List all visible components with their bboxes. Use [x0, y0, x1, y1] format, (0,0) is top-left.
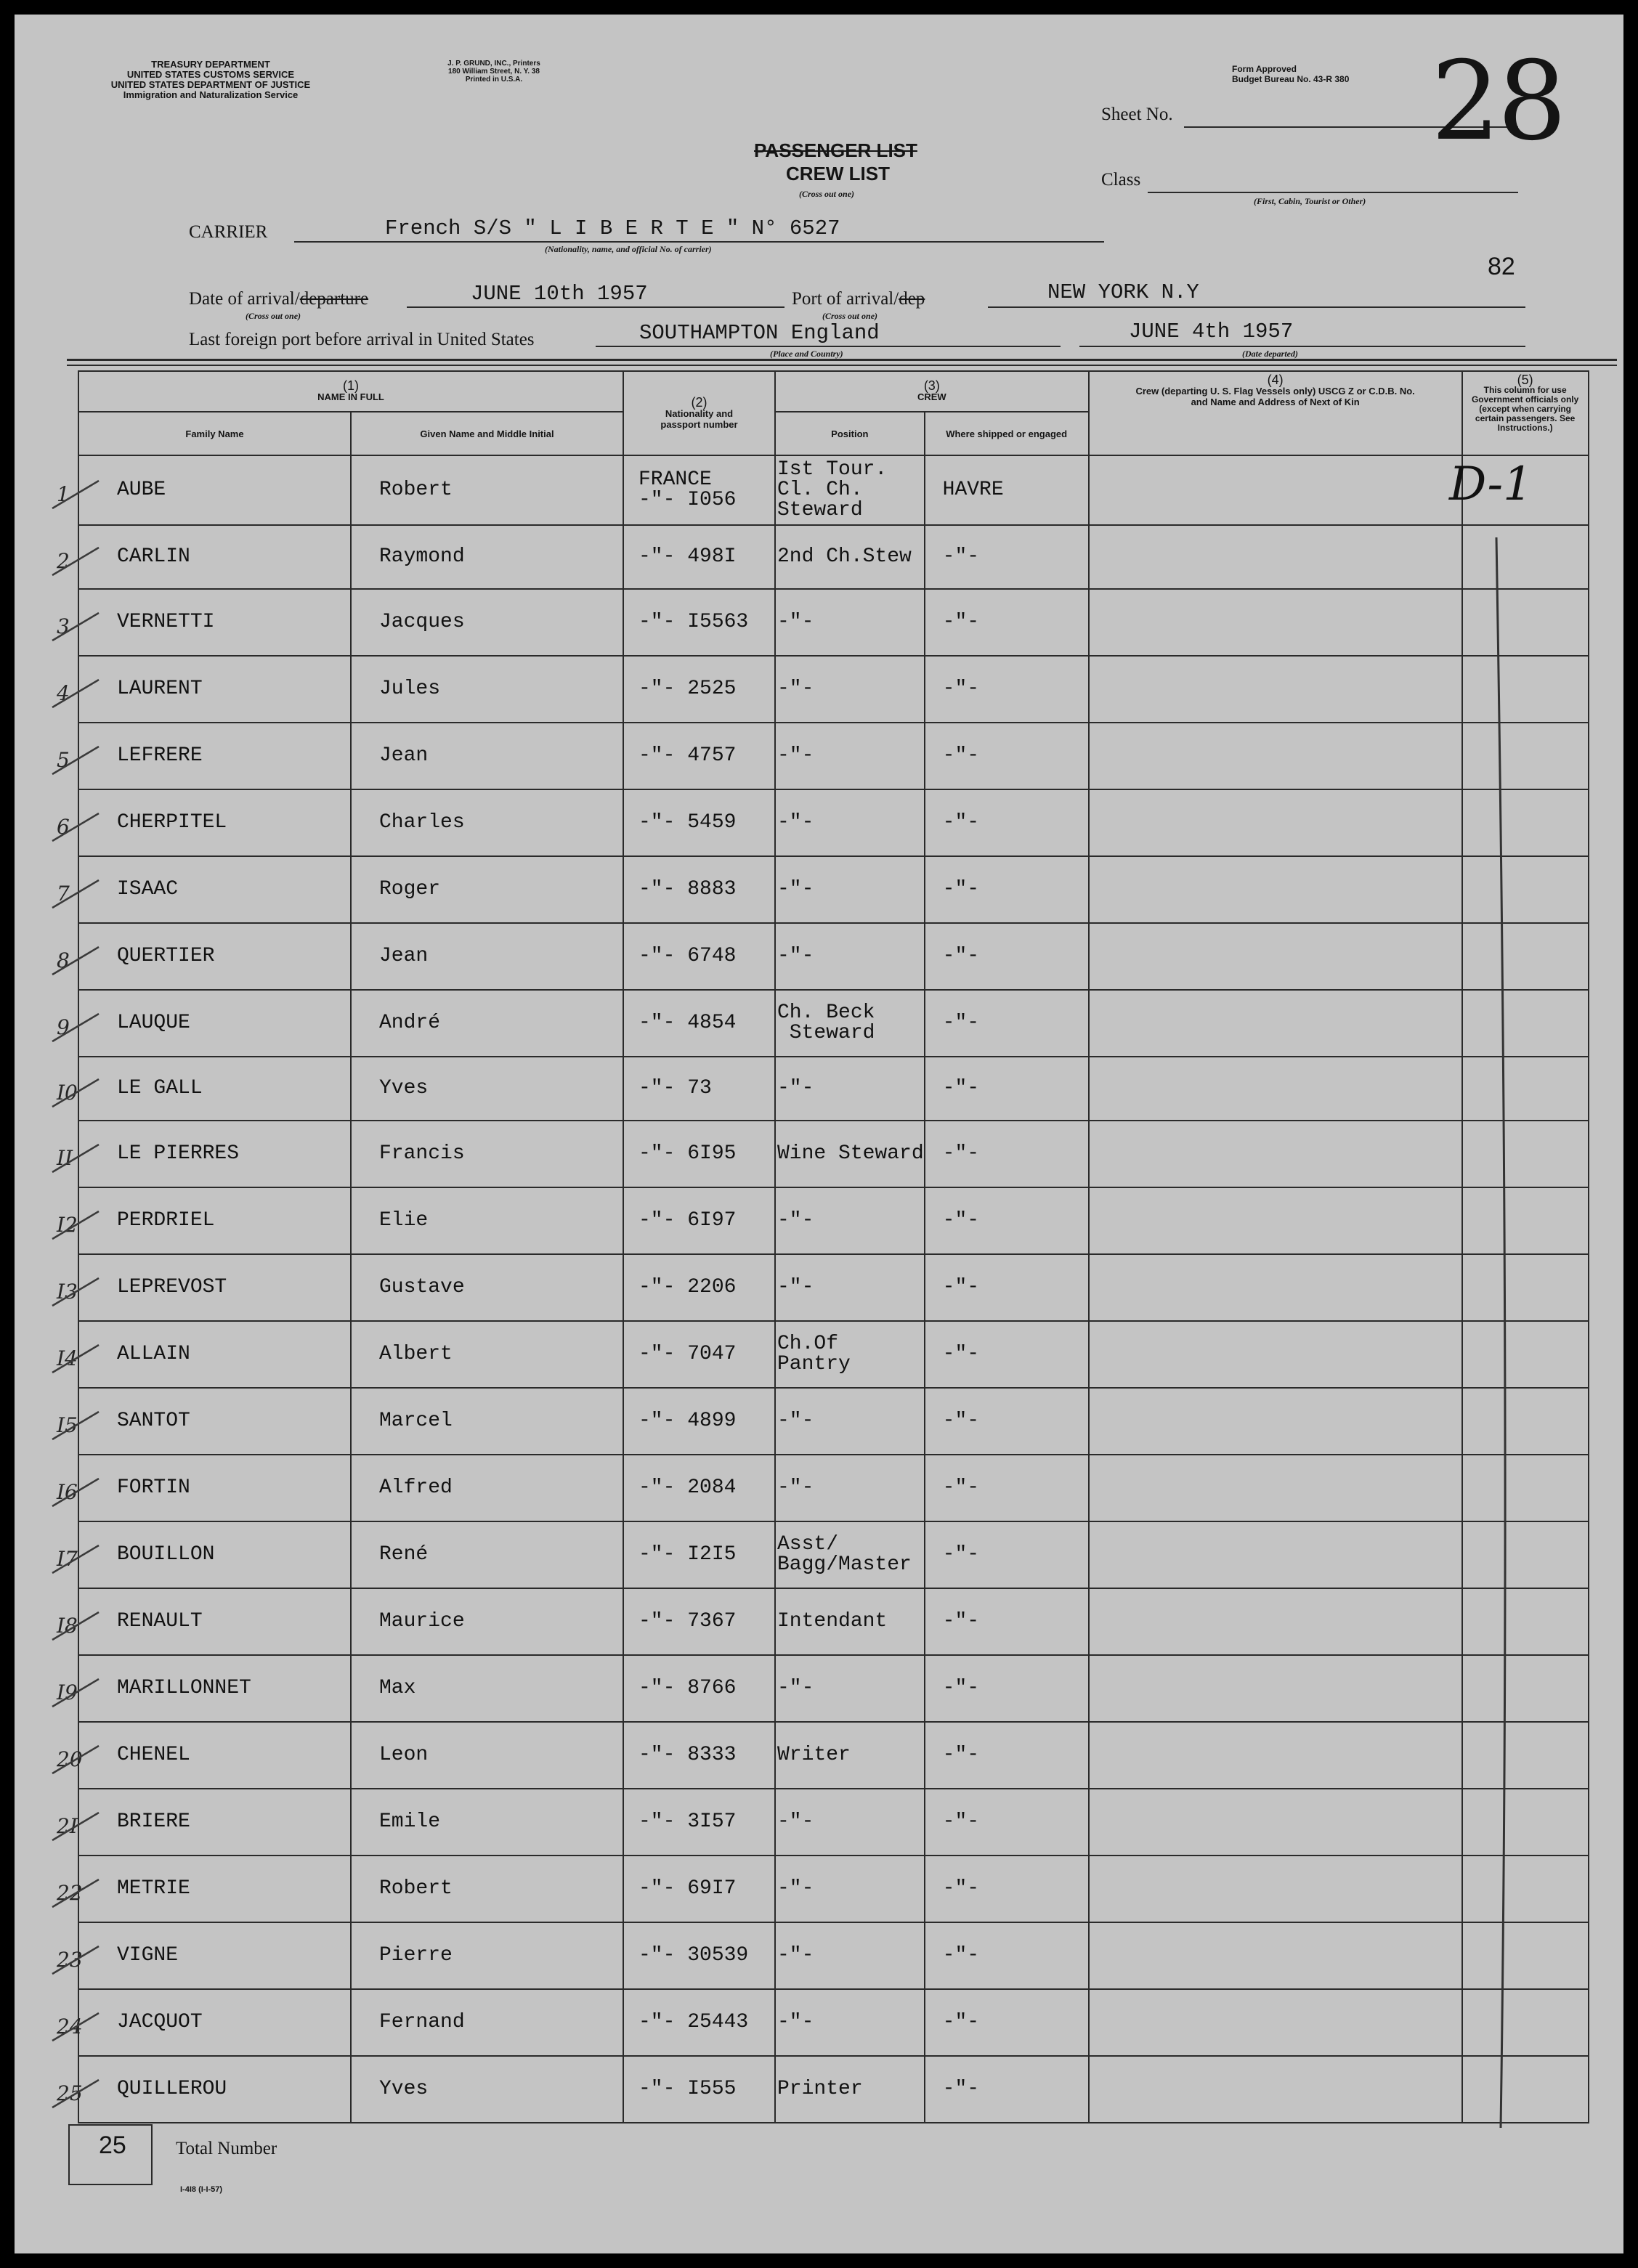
table-row — [78, 1057, 1589, 1121]
passport-cell: -"- 69I7 — [623, 1856, 775, 1922]
shipped-cell: -"- — [925, 1856, 1089, 1922]
form-approved: Form Approved — [1232, 64, 1297, 74]
total-number-value: 25 — [99, 2131, 126, 2159]
position-cell: -"- — [775, 856, 925, 923]
family-name-cell: PERDRIEL — [78, 1187, 351, 1254]
row-number: 2I — [57, 1814, 78, 1838]
col3-number: (3) — [923, 378, 940, 393]
passport-cell: -"- 4899 — [623, 1388, 775, 1455]
position-cell: -"- — [775, 1187, 925, 1254]
shipped-cell: -"- — [925, 656, 1089, 723]
given-name-cell: Robert — [351, 1856, 623, 1922]
row-check-mark — [48, 809, 106, 845]
table-row — [78, 589, 1589, 656]
col3-header — [775, 371, 1089, 412]
date-label-struck: departure — [299, 289, 369, 309]
position-cell: Printer — [775, 2056, 925, 2123]
position-cell: -"- — [775, 1922, 925, 1989]
port-of-arrival-value: NEW YORK N.Y — [1047, 280, 1199, 304]
col5-header — [1462, 371, 1589, 455]
family-name-cell: QUILLEROU — [78, 2056, 351, 2123]
given-name-cell: Pierre — [351, 1922, 623, 1989]
position-cell: -"- — [775, 723, 925, 789]
departed-underline — [1079, 346, 1525, 347]
given-name-cell: Raymond — [351, 525, 623, 589]
family-name-cell: LE GALL — [78, 1057, 351, 1121]
passport-cell: -"- I2I5 — [623, 1521, 775, 1588]
sheet-label: Sheet No. — [1101, 105, 1173, 124]
crew-table-body — [78, 455, 1589, 2123]
row-check-mark — [48, 1808, 106, 1845]
next-of-kin-cell — [1089, 525, 1462, 589]
shipped-cell: -"- — [925, 1388, 1089, 1455]
table-row — [78, 1455, 1589, 1521]
family-name-cell: LAUQUE — [78, 990, 351, 1057]
row-number: 2 — [57, 549, 70, 573]
position-cell: Asst/ Bagg/Master — [775, 1521, 925, 1588]
family-name-cell: MARILLONNET — [78, 1655, 351, 1722]
family-name-cell: LEFRERE — [78, 723, 351, 789]
family-name-cell: VERNETTI — [78, 589, 351, 656]
row-check-mark — [48, 543, 106, 580]
row-check-mark — [48, 2076, 106, 2112]
col4-header — [1089, 371, 1462, 455]
passport-cell: -"- 2206 — [623, 1254, 775, 1321]
row-check-mark — [48, 1474, 106, 1511]
next-of-kin-cell — [1089, 589, 1462, 656]
position-cell: -"- — [775, 1789, 925, 1856]
passport-cell: -"- 6748 — [623, 923, 775, 990]
next-of-kin-cell — [1089, 1588, 1462, 1655]
next-of-kin-cell — [1089, 1856, 1462, 1922]
date-underline — [407, 306, 784, 308]
table-row — [78, 1388, 1589, 1455]
column5-annotation: D-1 — [1449, 458, 1533, 511]
row-number: 9 — [57, 1015, 70, 1039]
shipped-cell: -"- — [925, 1789, 1089, 1856]
shipped-cell: -"- — [925, 856, 1089, 923]
table-row — [78, 455, 1589, 525]
given-name-cell: Emile — [351, 1789, 623, 1856]
passport-cell: FRANCE -"- I056 — [623, 455, 775, 525]
shipped-cell: -"- — [925, 1989, 1089, 2056]
row-check-mark — [48, 609, 106, 645]
row-check-mark — [48, 1608, 106, 1644]
last-port-note: (Place and Country) — [770, 349, 843, 359]
last-port-underline — [596, 346, 1061, 347]
col2-title: Nationality and passport number — [660, 407, 738, 430]
table-row — [78, 1789, 1589, 1856]
row-check-mark — [48, 1274, 106, 1310]
passport-cell: -"- I555 — [623, 2056, 775, 2123]
passenger-list-title: PASSENGER LIST — [754, 139, 917, 161]
family-name-cell: ALLAIN — [78, 1321, 351, 1388]
table-row — [78, 1588, 1589, 1655]
table-row — [78, 789, 1589, 856]
next-of-kin-cell — [1089, 1121, 1462, 1187]
position-cell: -"- — [775, 789, 925, 856]
row-check-mark — [48, 1875, 106, 1911]
table-row — [78, 1989, 1589, 2056]
position-cell: Wine Steward — [775, 1121, 925, 1187]
class-underline — [1148, 192, 1518, 193]
table-row — [78, 856, 1589, 923]
family-name-cell: ISAAC — [78, 856, 351, 923]
given-name-cell: Fernand — [351, 1989, 623, 2056]
shipped-cell: -"- — [925, 1722, 1089, 1789]
agency-line: UNITED STATES CUSTOMS SERVICE — [126, 69, 295, 80]
table-row — [78, 656, 1589, 723]
next-of-kin-cell — [1089, 723, 1462, 789]
position-cell: -"- — [775, 1856, 925, 1922]
position-header: Position — [775, 412, 925, 455]
passport-cell: -"- 4854 — [623, 990, 775, 1057]
col4-number: (4) — [1267, 373, 1284, 387]
passport-cell: -"- 30539 — [623, 1922, 775, 1989]
family-name-header: Family Name — [78, 412, 351, 455]
family-name-cell: AUBE — [78, 455, 351, 525]
family-name-cell: METRIE — [78, 1856, 351, 1922]
agency-line: TREASURY DEPARTMENT — [151, 59, 270, 70]
given-name-cell: Leon — [351, 1722, 623, 1789]
passport-cell: -"- 8333 — [623, 1722, 775, 1789]
agency-line: Immigration and Naturalization Service — [123, 89, 299, 100]
shipped-header: Where shipped or engaged — [925, 412, 1089, 455]
given-name-cell: Francis — [351, 1121, 623, 1187]
passport-cell: -"- 8766 — [623, 1655, 775, 1722]
date-of-arrival-label — [189, 289, 368, 309]
given-name-cell: Alfred — [351, 1455, 623, 1521]
position-cell: Ch. Beck Steward — [775, 990, 925, 1057]
date-departed-value: JUNE 4th 1957 — [1129, 320, 1294, 344]
next-of-kin-cell — [1089, 990, 1462, 1057]
row-number: I4 — [57, 1346, 78, 1370]
next-of-kin-cell — [1089, 1388, 1462, 1455]
family-name-cell: CHERPITEL — [78, 789, 351, 856]
row-check-mark — [48, 1675, 106, 1711]
total-number-label: Total Number — [176, 2139, 277, 2158]
passport-cell: -"- 73 — [623, 1057, 775, 1121]
position-cell: -"- — [775, 1455, 925, 1521]
passport-cell: -"- 25443 — [623, 1989, 775, 2056]
position-cell: -"- — [775, 923, 925, 990]
col3-title: CREW — [917, 391, 946, 402]
shipped-cell: -"- — [925, 1057, 1089, 1121]
date-of-arrival-value: JUNE 10th 1957 — [471, 282, 648, 306]
class-note: (First, Cabin, Tourist or Other) — [1254, 196, 1366, 206]
shipped-cell: HAVRE — [925, 455, 1089, 525]
sheet-number: 28 — [1431, 38, 1564, 165]
position-cell: 2nd Ch.Stew — [775, 525, 925, 589]
given-name-cell: Yves — [351, 2056, 623, 2123]
shipped-cell: -"- — [925, 1922, 1089, 1989]
row-number: I7 — [57, 1547, 78, 1571]
port-underline — [988, 306, 1525, 308]
given-name-cell: Elie — [351, 1187, 623, 1254]
next-of-kin-cell — [1089, 1455, 1462, 1521]
given-name-cell: René — [351, 1521, 623, 1588]
budget-bureau-number: Budget Bureau No. 43-R 380 — [1232, 74, 1350, 84]
position-cell: Writer — [775, 1722, 925, 1789]
crew-list-title: CREW LIST — [786, 163, 890, 184]
given-name-cell: André — [351, 990, 623, 1057]
printer-line: Printed in U.S.A. — [465, 76, 523, 84]
carrier-note: (Nationality, name, and official No. of carrier) — [545, 244, 712, 254]
shipped-cell: -"- — [925, 1521, 1089, 1588]
next-of-kin-cell — [1089, 923, 1462, 990]
given-name-cell: Albert — [351, 1321, 623, 1388]
family-name-cell: VIGNE — [78, 1922, 351, 1989]
table-row — [78, 1187, 1589, 1254]
document-page — [15, 15, 1623, 2253]
passport-cell: -"- 7047 — [623, 1321, 775, 1388]
shipped-cell: -"- — [925, 1254, 1089, 1321]
family-name-cell: LEPREVOST — [78, 1254, 351, 1321]
row-check-mark — [48, 1407, 106, 1444]
family-name-cell: JACQUOT — [78, 1989, 351, 2056]
printer-imprint — [407, 60, 581, 84]
date-label-prefix: Date of arrival/ — [189, 289, 300, 309]
next-of-kin-cell — [1089, 1989, 1462, 2056]
shipped-cell: -"- — [925, 525, 1089, 589]
carrier-underline — [294, 241, 1104, 243]
passport-cell: -"- 7367 — [623, 1588, 775, 1655]
next-of-kin-cell — [1089, 1922, 1462, 1989]
passport-cell: -"- 2525 — [623, 656, 775, 723]
shipped-cell: -"- — [925, 2056, 1089, 2123]
next-of-kin-cell — [1089, 1722, 1462, 1789]
date-cross-out-note: (Cross out one) — [246, 311, 301, 321]
family-name-cell: LE PIERRES — [78, 1121, 351, 1187]
row-number: 7 — [57, 882, 70, 906]
next-of-kin-cell — [1089, 1254, 1462, 1321]
row-number: 22 — [57, 1881, 83, 1905]
table-row — [78, 1254, 1589, 1321]
family-name-cell: BOUILLON — [78, 1521, 351, 1588]
row-check-mark — [48, 1341, 106, 1377]
table-row — [78, 1655, 1589, 1722]
row-number: I3 — [57, 1280, 78, 1304]
table-row — [78, 1321, 1589, 1388]
passport-cell: -"- 4757 — [623, 723, 775, 789]
row-check-mark — [48, 1140, 106, 1176]
row-check-mark — [48, 1075, 106, 1111]
table-row — [78, 1722, 1589, 1789]
row-check-mark — [48, 943, 106, 979]
given-name-cell: Jules — [351, 656, 623, 723]
passport-cell: -"- 5459 — [623, 789, 775, 856]
table-row — [78, 525, 1589, 589]
col1-header — [78, 371, 623, 412]
position-cell: -"- — [775, 1057, 925, 1121]
row-check-mark — [48, 476, 106, 513]
col4-title: Crew (departing U. S. Flag Vessels only) USCG Z or C.D.B. No. and Name and Address of Next of Kin — [1135, 386, 1415, 407]
next-of-kin-cell — [1089, 1321, 1462, 1388]
given-name-cell: Robert — [351, 455, 623, 525]
passport-cell: -"- 6I95 — [623, 1121, 775, 1187]
last-port-label: Last foreign port before arrival in United States — [189, 330, 535, 349]
col1-title: NAME IN FULL — [317, 391, 384, 402]
given-name-cell: Marcel — [351, 1388, 623, 1455]
row-number: I9 — [57, 1680, 78, 1704]
col2-header — [623, 371, 775, 455]
shipped-cell: -"- — [925, 990, 1089, 1057]
position-cell: -"- — [775, 1655, 925, 1722]
passport-cell: -"- 6I97 — [623, 1187, 775, 1254]
table-row — [78, 1856, 1589, 1922]
list-title-struck — [754, 139, 917, 162]
family-name-cell: CARLIN — [78, 525, 351, 589]
row-number: I8 — [57, 1614, 78, 1638]
shipped-cell: -"- — [925, 723, 1089, 789]
row-number: 20 — [57, 1747, 83, 1771]
passport-cell: -"- 2084 — [623, 1455, 775, 1521]
crew-table — [78, 370, 1589, 2123]
given-name-cell: Jean — [351, 723, 623, 789]
given-name-cell: Yves — [351, 1057, 623, 1121]
shipped-cell: -"- — [925, 1588, 1089, 1655]
row-check-mark — [48, 876, 106, 912]
agency-header — [29, 60, 392, 100]
row-number: I2 — [57, 1213, 78, 1237]
port-of-arrival-label — [792, 289, 925, 309]
column5-handwritten-line — [1482, 523, 1525, 2157]
row-number: I0 — [57, 1081, 78, 1105]
row-number: I5 — [57, 1413, 78, 1437]
port-label-struck: dep — [899, 289, 925, 309]
given-name-cell: Max — [351, 1655, 623, 1722]
family-name-cell: BRIERE — [78, 1789, 351, 1856]
given-name-cell: Maurice — [351, 1588, 623, 1655]
family-name-cell: FORTIN — [78, 1455, 351, 1521]
row-check-mark — [48, 675, 106, 712]
position-cell: -"- — [775, 589, 925, 656]
shipped-cell: -"- — [925, 589, 1089, 656]
family-name-cell: RENAULT — [78, 1588, 351, 1655]
given-name-header: Given Name and Middle Initial — [351, 412, 623, 455]
family-name-cell: SANTOT — [78, 1388, 351, 1455]
agency-line: UNITED STATES DEPARTMENT OF JUSTICE — [110, 79, 311, 90]
table-row — [78, 1922, 1589, 1989]
next-of-kin-cell — [1089, 1789, 1462, 1856]
next-of-kin-cell — [1089, 1655, 1462, 1722]
next-of-kin-cell — [1089, 789, 1462, 856]
next-of-kin-cell — [1089, 1521, 1462, 1588]
family-name-cell: CHENEL — [78, 1722, 351, 1789]
table-row — [78, 2056, 1589, 2123]
position-cell: Ist Tour. Cl. Ch. Steward — [775, 455, 925, 525]
given-name-cell: Jacques — [351, 589, 623, 656]
table-row — [78, 923, 1589, 990]
row-number: 3 — [57, 614, 70, 638]
row-check-mark — [48, 742, 106, 779]
class-label: Class — [1101, 170, 1141, 190]
printer-line: J. P. GRUND, INC., Printers — [447, 60, 540, 68]
table-top-rule-2 — [67, 365, 1617, 366]
next-of-kin-cell — [1089, 2056, 1462, 2123]
next-of-kin-cell — [1089, 1187, 1462, 1254]
family-name-cell: QUERTIER — [78, 923, 351, 990]
table-top-rule — [67, 359, 1617, 361]
table-row — [78, 1521, 1589, 1588]
shipped-cell: -"- — [925, 1321, 1089, 1388]
row-number: I6 — [57, 1480, 78, 1504]
next-of-kin-cell — [1089, 656, 1462, 723]
next-of-kin-cell — [1089, 1057, 1462, 1121]
position-cell: -"- — [775, 1989, 925, 2056]
row-check-mark — [48, 1541, 106, 1577]
side-number: 82 — [1488, 253, 1515, 280]
col5-number: (5) — [1517, 373, 1533, 387]
passport-cell: -"- 498I — [623, 525, 775, 589]
row-number: 1 — [57, 482, 70, 506]
port-cross-out-note: (Cross out one) — [822, 311, 878, 321]
position-cell: Ch.Of Pantry — [775, 1321, 925, 1388]
port-label-prefix: Port of arrival/ — [792, 289, 899, 309]
row-check-mark — [48, 1942, 106, 1978]
row-check-mark — [48, 2009, 106, 2045]
passport-cell: -"- 3I57 — [623, 1789, 775, 1856]
table-row — [78, 723, 1589, 789]
passport-cell: -"- 8883 — [623, 856, 775, 923]
cross-out-note: (Cross out one) — [799, 189, 855, 199]
next-of-kin-cell — [1089, 455, 1462, 525]
row-number: 8 — [57, 948, 70, 972]
row-check-mark — [48, 1741, 106, 1778]
shipped-cell: -"- — [925, 1121, 1089, 1187]
table-row — [78, 1121, 1589, 1187]
given-name-cell: Roger — [351, 856, 623, 923]
form-code: I-4I8 (I-I-57) — [180, 2185, 223, 2194]
row-number: 5 — [57, 748, 70, 772]
position-cell: -"- — [775, 656, 925, 723]
total-number-box — [68, 2124, 153, 2185]
next-of-kin-cell — [1089, 856, 1462, 923]
shipped-cell: -"- — [925, 1455, 1089, 1521]
row-number: II — [57, 1146, 73, 1170]
given-name-cell: Gustave — [351, 1254, 623, 1321]
carrier-value: French S/S " L I B E R T E " N° 6527 — [385, 216, 840, 240]
shipped-cell: -"- — [925, 923, 1089, 990]
position-cell: Intendant — [775, 1588, 925, 1655]
row-number: 6 — [57, 815, 70, 839]
given-name-cell: Charles — [351, 789, 623, 856]
col1-number: (1) — [343, 378, 359, 393]
row-check-mark — [48, 1009, 106, 1046]
passport-cell: -"- I5563 — [623, 589, 775, 656]
col5-title: This column for use Government officials only (except when carrying certain passengers. See Instructions.) — [1471, 385, 1579, 433]
row-number: 25 — [57, 2081, 83, 2105]
date-departed-note: (Date departed) — [1242, 349, 1298, 359]
row-number: 23 — [57, 1948, 83, 1972]
position-cell: -"- — [775, 1388, 925, 1455]
shipped-cell: -"- — [925, 1187, 1089, 1254]
carrier-label: CARRIER — [189, 222, 268, 242]
printer-line: 180 William Street, N. Y. 38 — [448, 68, 540, 76]
row-number: 4 — [57, 681, 70, 705]
given-name-cell: Jean — [351, 923, 623, 990]
family-name-cell: LAURENT — [78, 656, 351, 723]
last-port-value: SOUTHAMPTON England — [639, 321, 880, 345]
row-check-mark — [48, 1207, 106, 1243]
table-row — [78, 990, 1589, 1057]
position-cell: -"- — [775, 1254, 925, 1321]
shipped-cell: -"- — [925, 1655, 1089, 1722]
shipped-cell: -"- — [925, 789, 1089, 856]
col2-number: (2) — [691, 394, 707, 410]
row-number: 24 — [57, 2015, 83, 2039]
